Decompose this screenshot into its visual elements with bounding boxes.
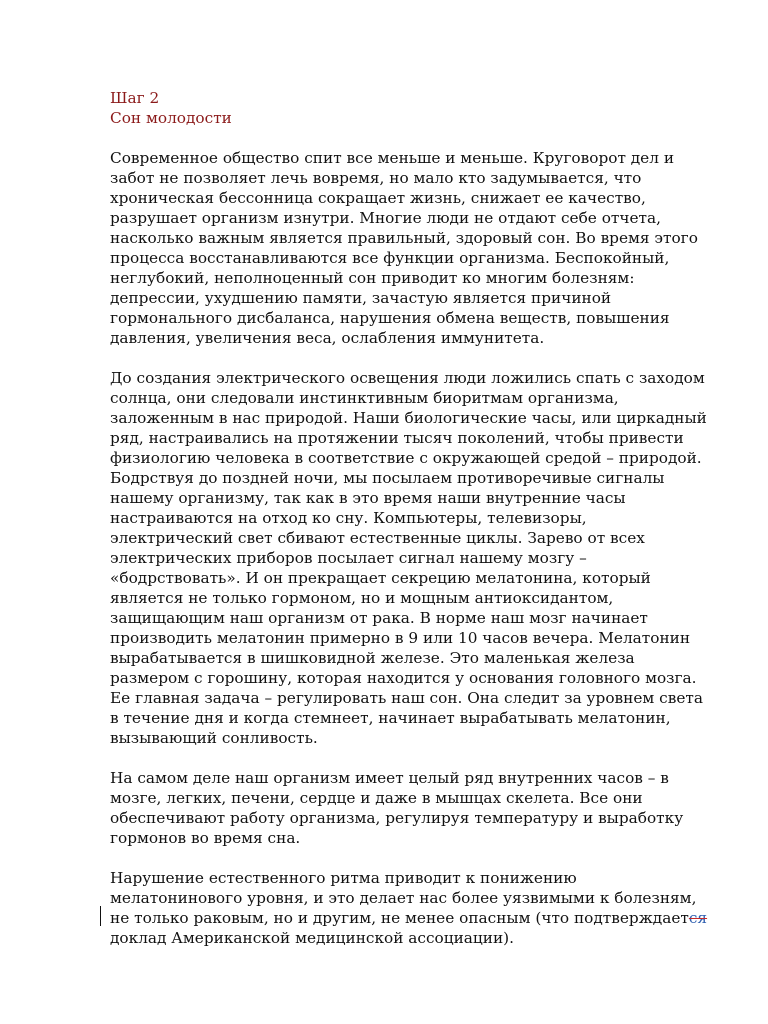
document-page[interactable] bbox=[110, 88, 722, 948]
paragraph-2[interactable]: До создания электрического освещения люди ложились спать с заходом солнца, они следовали инстинктивным биоритмам организма, заложенным в нас природой. Наши биологические часы, или циркадный ряд, настраивались на протяжении тысяч поколений, чтобы привести физиологию человека в соответствие с окружающей средой – природой. Бодрствуя до поздней ночи, мы посылаем противоречивые сигналы нашему организму, так как в это время наши внутренние часы настраиваются на отход ко сну. Компьютеры, телевизоры, электрический свет сбивают естественные циклы. Зарево от всех электрических приборов посылает сигнал нашему мозгу – «бодрствовать». И он прекращает секрецию мелатонина, который является не только гормоном, но и мощным антиоксидантом, защищающим наш организм от рака. В норме наш мозг начинает производить мелатонин примерно в 9 или 10 часов вечера. Мелатонин вырабатывается в шишковидной железе. Это маленькая железа размером с горошину, которая находится у основания головного мозга. Ее главная задача – регулировать наш сон. Она следит за уровнем света в течение дня и когда стемнеет, начинает вырабатывать мелатонин, вызывающий сонливость. bbox=[110, 369, 707, 747]
paragraph-4-text: Нарушение естественного ритма приводит к понижению мелатонинового уровня, и это делает нас более уязвимыми к болезням, не только раковым, но и другим, не менее опасным (что подтверждает bbox=[110, 869, 697, 927]
paragraph-4[interactable] bbox=[110, 868, 722, 948]
text-cursor bbox=[100, 906, 101, 926]
tracked-deletion: ся bbox=[688, 909, 708, 927]
paragraph-3[interactable]: На самом деле наш организм имеет целый ряд внутренних часов – в мозге, легких, печени, сердце и даже в мышцах скелета. Все они обеспечивают работу организма, регулируя температуру и выработку гормонов во время сна. bbox=[110, 769, 684, 847]
paragraph-1[interactable]: Современное общество спит все меньше и меньше. Круговорот дел и забот не позволяет лечь вовремя, но мало кто задумывается, что хроническая бессонница сокращает жизнь, снижает ее качество, разрушает организм изнутри. Многие люди не отдают себе отчета, насколько важным является правильный, здоровый сон. Во время этого процесса восстанавливаются все функции организма. Беспокойный, неглубокий, неполноценный сон приводит ко многим болезням: депрессии, ухудшению памяти, зачастую является причиной гормонального дисбаланса, нарушения обмена веществ, повышения давления, увеличения веса, ослабления иммунитета. bbox=[110, 149, 698, 347]
paragraph-4-tail: доклад Американской медицинской ассоциации). bbox=[110, 929, 514, 947]
step-heading: Шаг 2 bbox=[110, 89, 160, 107]
section-title: Сон молодости bbox=[110, 109, 232, 127]
